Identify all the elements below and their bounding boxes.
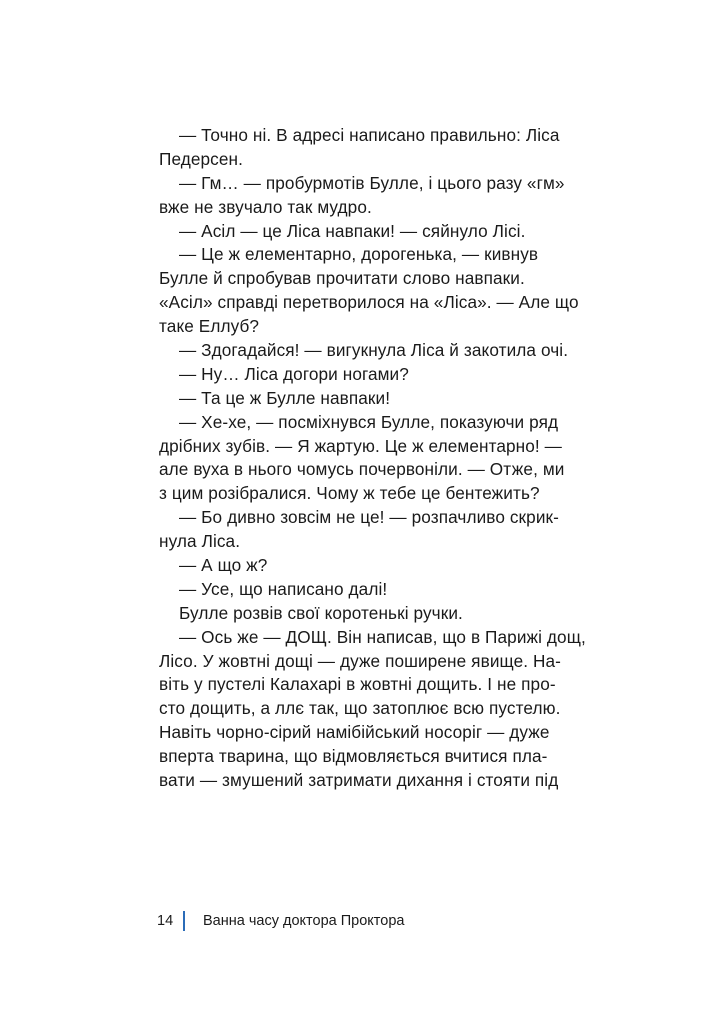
text-line: — Здогадайся! — вигукнула Ліса й закотила очі. [179, 340, 569, 361]
text-line: таке Еллуб? [159, 316, 260, 337]
text-line: — Гм… — пробурмотів Булле, і цього разу «гм» [179, 172, 565, 193]
text-line: Навіть чорно-сірий намібійський носоріг — дуже [159, 722, 550, 743]
text-line: — Бо дивно зовсім не це! — розпачливо скрик- [179, 507, 559, 528]
text-line: «Асіл» справді перетворилося на «Ліса». — Але що [159, 292, 579, 313]
text-line: вже не звучало так мудро. [159, 196, 372, 217]
text-line: — А що ж? [179, 555, 268, 576]
text-line: — Хе-хе, — посміхнувся Булле, показуючи ряд [179, 411, 559, 432]
text-line: Булле розвів свої коротенькі ручки. [179, 602, 463, 623]
text-line: — Ну… Ліса догори ногами? [179, 363, 409, 384]
text-line: дрібних зубів. — Я жартую. Це ж елементарно! — [159, 435, 562, 456]
text-line: — Ось же — ДОЩ. Він написав, що в Парижі дощ, [179, 626, 586, 647]
text-line: — Усе, що написано далі! [179, 578, 388, 599]
text-line: з цим розібралися. Чому ж тебе це бентежить? [159, 483, 540, 504]
text-line: вперта тварина, що відмовляється вчитися пла- [159, 746, 548, 767]
text-line: — Це ж елементарно, дорогенька, — кивнув [179, 244, 539, 265]
text-line: нула Ліса. [159, 531, 241, 552]
body-text [159, 124, 589, 793]
text-line: Педерсен. [159, 148, 244, 169]
page-footer [157, 910, 404, 932]
text-line: віть у пустелі Калахарі в жовтні дощить. І не про- [159, 674, 556, 695]
text-line: але вуха в нього чомусь почервоніли. — Отже, ми [159, 459, 565, 480]
text-line: сто дощить, а ллє так, що затоплює всю пустелю. [159, 698, 561, 719]
page-number: 14 [157, 913, 174, 929]
text-line: вати — змушений затримати дихання і стояти під [159, 770, 559, 791]
text-line: — Асіл — це Ліса навпаки! — сяйнуло Лісі. [179, 220, 526, 241]
text-line: — Точно ні. В адресі написано правильно: Ліса [179, 125, 560, 145]
text-line: — Та це ж Булле навпаки! [179, 387, 391, 408]
text-line: Булле й спробував прочитати слово навпаки. [159, 268, 525, 289]
book-title: Ванна часу доктора Проктора [203, 913, 405, 929]
text-line: Лісо. У жовтні дощі — дуже поширене явище. На- [159, 650, 561, 671]
footer-divider [183, 911, 185, 931]
